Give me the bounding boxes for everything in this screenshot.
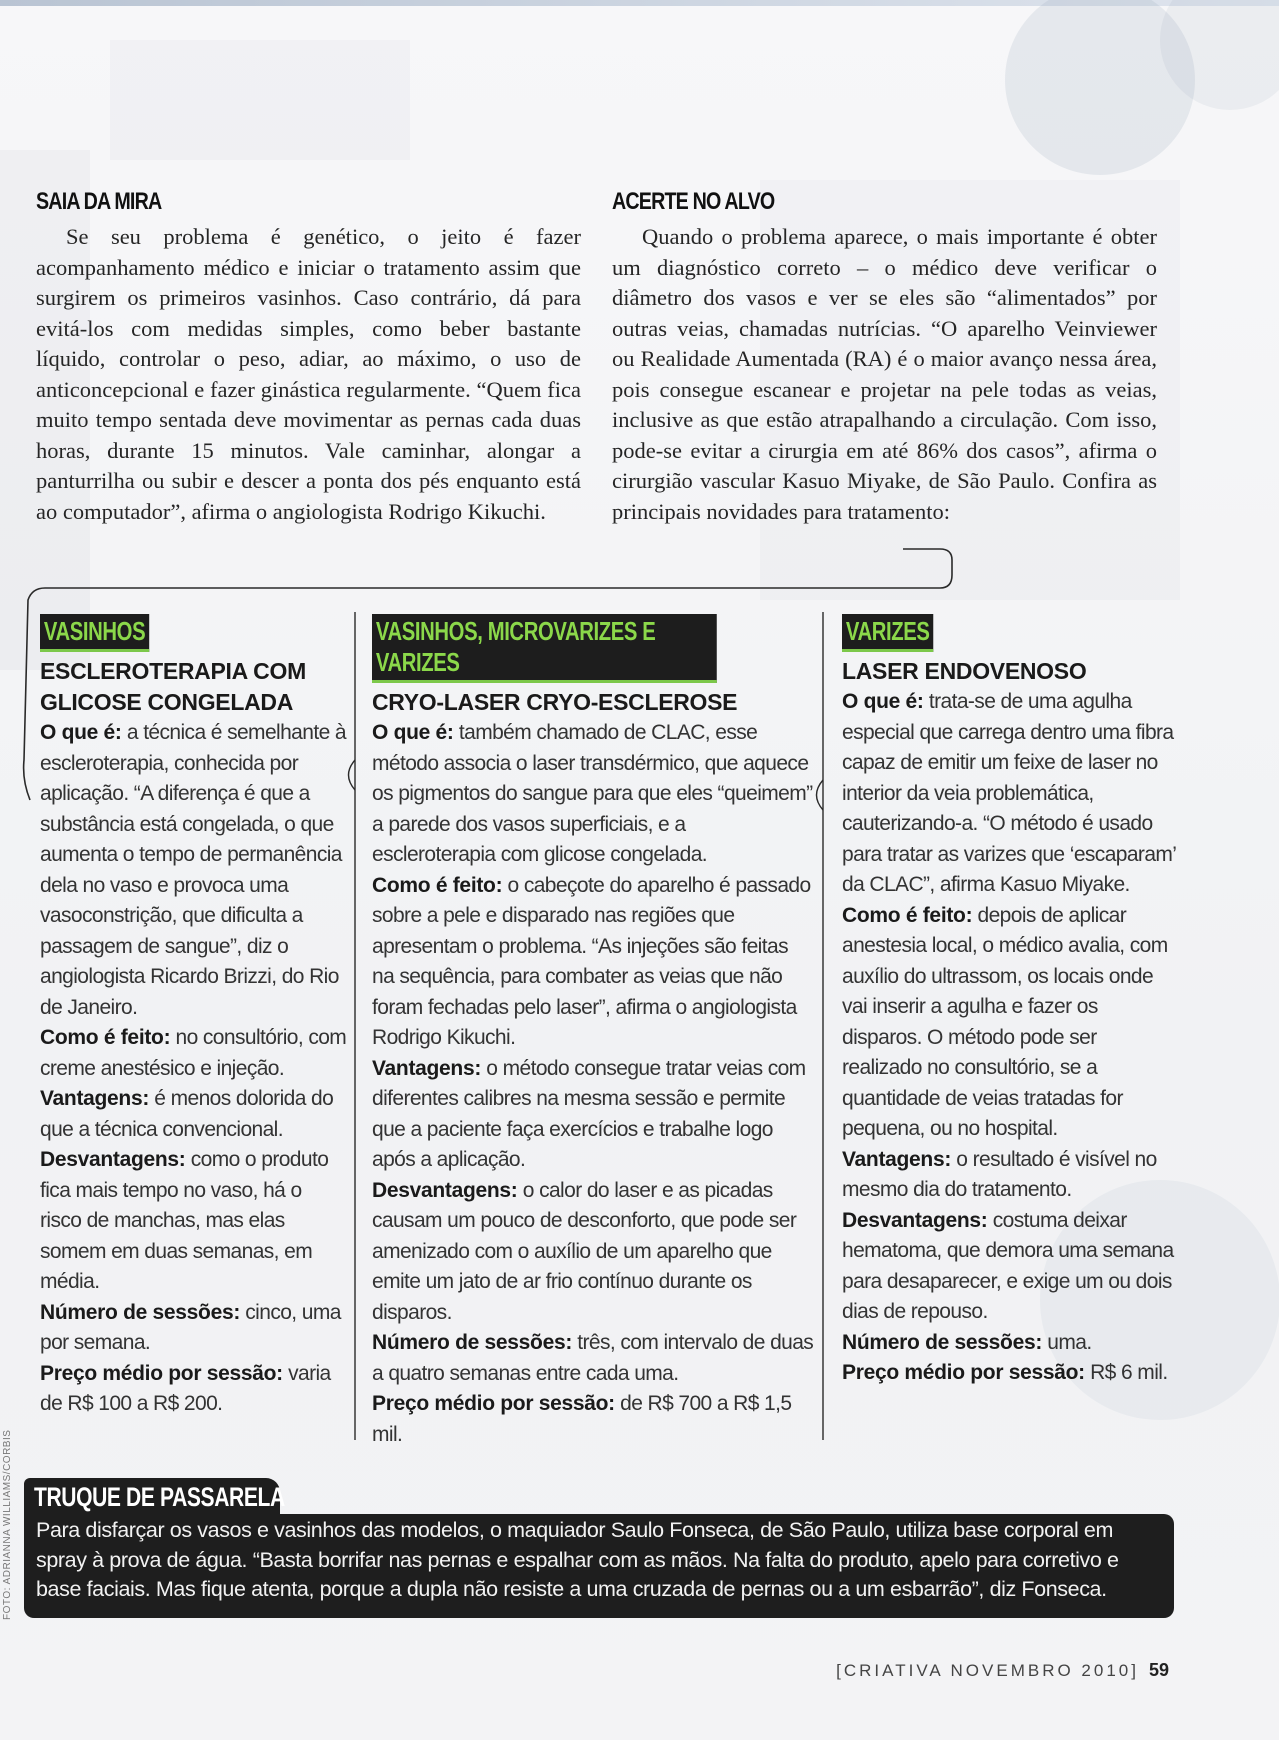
- price-text: varia de R$ 100 a R$ 200.: [40, 1361, 331, 1415]
- procedure-details: [842, 687, 1178, 1389]
- photo-credit: FOTO: ADRIANNA WILLIAMS/CORBIS: [2, 1429, 13, 1620]
- what-label: O que é:: [842, 690, 924, 713]
- treatment-column-1: [40, 614, 348, 1420]
- pros-text: é menos dolorida do que a técnica convencional.: [40, 1087, 334, 1141]
- intro-right-text: Quando o problema aparece, o mais importante é obter um diagnóstico correto – o médico deve verificar o diâmetro dos vasos e ver se eles são “alimentados” por outras veias, chamadas nutrícias. “O aparelho Veinviewer ou Realidade Aumentada (RA) é o maior avanço nessa área, pois consegue escanear e projetar na pele todas as veias, inclusive as que estão atrapalhando a circulação. Com isso, pode-se evitar a cirurgia em até 86% dos casos”, afirma o cirurgião vascular Kasuo Miyake, de São Paulo. Confira as principais novidades para tratamento:: [612, 224, 1157, 524]
- sessions-label: Número de sessões:: [40, 1300, 241, 1324]
- price-label: Preço médio por sessão:: [372, 1392, 615, 1415]
- category-tag: VASINHOS: [40, 614, 149, 652]
- how-label: Como é feito:: [372, 873, 503, 897]
- what-label: O que é:: [372, 721, 454, 744]
- tip-box-heading: TRUQUE DE PASSARELA: [34, 1482, 285, 1512]
- divider-left-notch: [349, 760, 356, 790]
- page-footer: [836, 1660, 1169, 1681]
- what-label: O que é:: [40, 721, 122, 744]
- pros-label: Vantagens:: [372, 1056, 482, 1080]
- cons-text: como o produto fica mais tempo no vaso, há o risco de manchas, mas elas somem em duas semanas, em média.: [40, 1148, 329, 1293]
- price-label: Preço médio por sessão:: [40, 1361, 283, 1385]
- cons-text: costuma deixar hematoma, que demora uma semana para desaparecer, e exige um ou dois dias de repouso.: [842, 1208, 1174, 1323]
- intro-right-heading: ACERTE NO ALVO: [612, 188, 775, 215]
- sessions-label: Número de sessões:: [372, 1331, 573, 1354]
- cons-label: Desvantagens:: [40, 1148, 186, 1171]
- category-tag: VARIZES: [842, 614, 933, 652]
- how-text: depois de aplicar anestesia local, o médico avalia, com auxílio do ultrassom, os locais onde vai inserir a agulha e fazer os disparos. O método pode ser realizado no consultório, se a quantidade de veias tratadas for pequena, ou no hospital.: [842, 903, 1168, 1140]
- divider-right-notch: [817, 780, 824, 810]
- tip-box-text: Para disfarçar os vasos e vasinhos das modelos, o maquiador Saulo Fonseca, de São Paulo, utiliza base corporal em spray à prova de água. “Basta borrifar nas pernas e espalhar com as mãos. Na falta do produto, apelo para corretivo e base faciais. Mas fique atenta, porque a dupla não resiste a uma cruzada de pernas ou a um esbarrão”, diz Fonseca.: [36, 1518, 1119, 1601]
- sessions-text: uma.: [1047, 1330, 1092, 1354]
- procedure-name: [372, 687, 814, 718]
- procedure-name-line1: ESCLEROTERAPIA COM: [40, 658, 306, 684]
- how-text: o cabeçote do aparelho é passado sobre a pele e disparado nas regiões que apresentam o problema. “As injeções são feitas na sequência, para combater as veias que não foram fechadas pelo laser”, afirma o angiologista Rodrigo Kikuchi.: [372, 873, 811, 1049]
- intro-left-heading: SAIA DA MIRA: [36, 188, 162, 215]
- procedure-name: [40, 656, 348, 718]
- procedure-details: [372, 718, 814, 1450]
- treatment-column-3: [842, 614, 1178, 1389]
- category-tag: VASINHOS, MICROVARIZES E VARIZES: [372, 614, 717, 683]
- sessions-label: Número de sessões:: [842, 1330, 1043, 1354]
- procedure-name-line2: GLICOSE CONGELADA: [40, 689, 294, 715]
- tip-box: [24, 1478, 1174, 1618]
- sessions-text: três, com intervalo de duas a quatro semanas entre cada uma.: [372, 1331, 814, 1385]
- page-number: 59: [1148, 1660, 1169, 1680]
- price-text: de R$ 700 a R$ 1,5 mil.: [372, 1392, 792, 1446]
- how-label: Como é feito:: [40, 1026, 171, 1049]
- pros-label: Vantagens:: [40, 1087, 150, 1110]
- sessions-text: cinco, uma por semana.: [40, 1300, 341, 1354]
- pros-text: o resultado é visível no mesmo dia do tratamento.: [842, 1147, 1157, 1201]
- magazine-issue: [CRIATIVA NOVEMBRO 2010]: [836, 1661, 1139, 1680]
- procedure-name-line1: CRYO-LASER CRYO-ESCLEROSE: [372, 689, 738, 715]
- cons-label: Desvantagens:: [842, 1208, 988, 1232]
- cons-text: o calor do laser e as picadas causam um pouco de desconforto, que pode ser amenizado com o auxílio de um aparelho que emite um jato de ar frio contínuo durante os disparos.: [372, 1178, 797, 1324]
- price-text: R$ 6 mil.: [1090, 1361, 1168, 1384]
- treatment-column-2: [372, 614, 814, 1450]
- pros-text: o método consegue tratar veias com diferentes calibres na mesma sessão e permite que a paciente faça exercícios e trabalhe logo após a aplicação.: [372, 1056, 806, 1171]
- procedure-name-line1: LASER ENDOVENOSO: [842, 658, 1087, 684]
- what-text: trata-se de uma agulha especial que carrega dentro uma fibra capaz de emitir um feixe de laser no interior da veia problemática, cauterizando-a. “O método é usado para tratar as varizes que ‘escaparam’ da CLAC”, afirma Kasuo Miyake.: [842, 690, 1176, 896]
- intro-left-text: Se seu problema é genético, o jeito é fazer acompanhamento médico e iniciar o tratamento assim que surgirem os primeiros vasinhos. Caso contrário, dá para evitá-los com medidas simples, como beber bastante líquido, controlar o peso, adiar, ao máximo, o uso de anticoncepcional e fazer ginástica regularmente. “Quem fica muito tempo sentada deve movimentar as pernas cada duas horas, durante 15 minutos. Vale caminhar, alongar a panturrilha ou subir e descer a ponta dos pés enquanto está ao computador”, afirma o angiologista Rodrigo Kikuchi.: [36, 224, 581, 524]
- what-text: também chamado de CLAC, esse método associa o laser transdérmico, que aquece os pigmentos do sangue para que eles “queimem” a parede dos vasos superficiais, e a escleroterapia com glicose congelada.: [372, 721, 813, 866]
- procedure-name: [842, 656, 1178, 687]
- how-text: no consultório, com creme anestésico e injeção.: [40, 1026, 347, 1080]
- how-label: Como é feito:: [842, 903, 973, 927]
- pros-label: Vantagens:: [842, 1147, 952, 1171]
- price-label: Preço médio por sessão:: [842, 1361, 1085, 1384]
- cons-label: Desvantagens:: [372, 1178, 518, 1202]
- procedure-details: [40, 718, 348, 1420]
- what-text: a técnica é semelhante à escleroterapia, conhecida por aplicação. “A diferença é que a substância está congelada, o que aumenta o tempo de permanência dela no vaso e provoca uma vasoconstrição, que dificulta a passagem de sangue”, diz o angiologista Ricardo Brizzi, do Rio de Janeiro.: [40, 721, 346, 1019]
